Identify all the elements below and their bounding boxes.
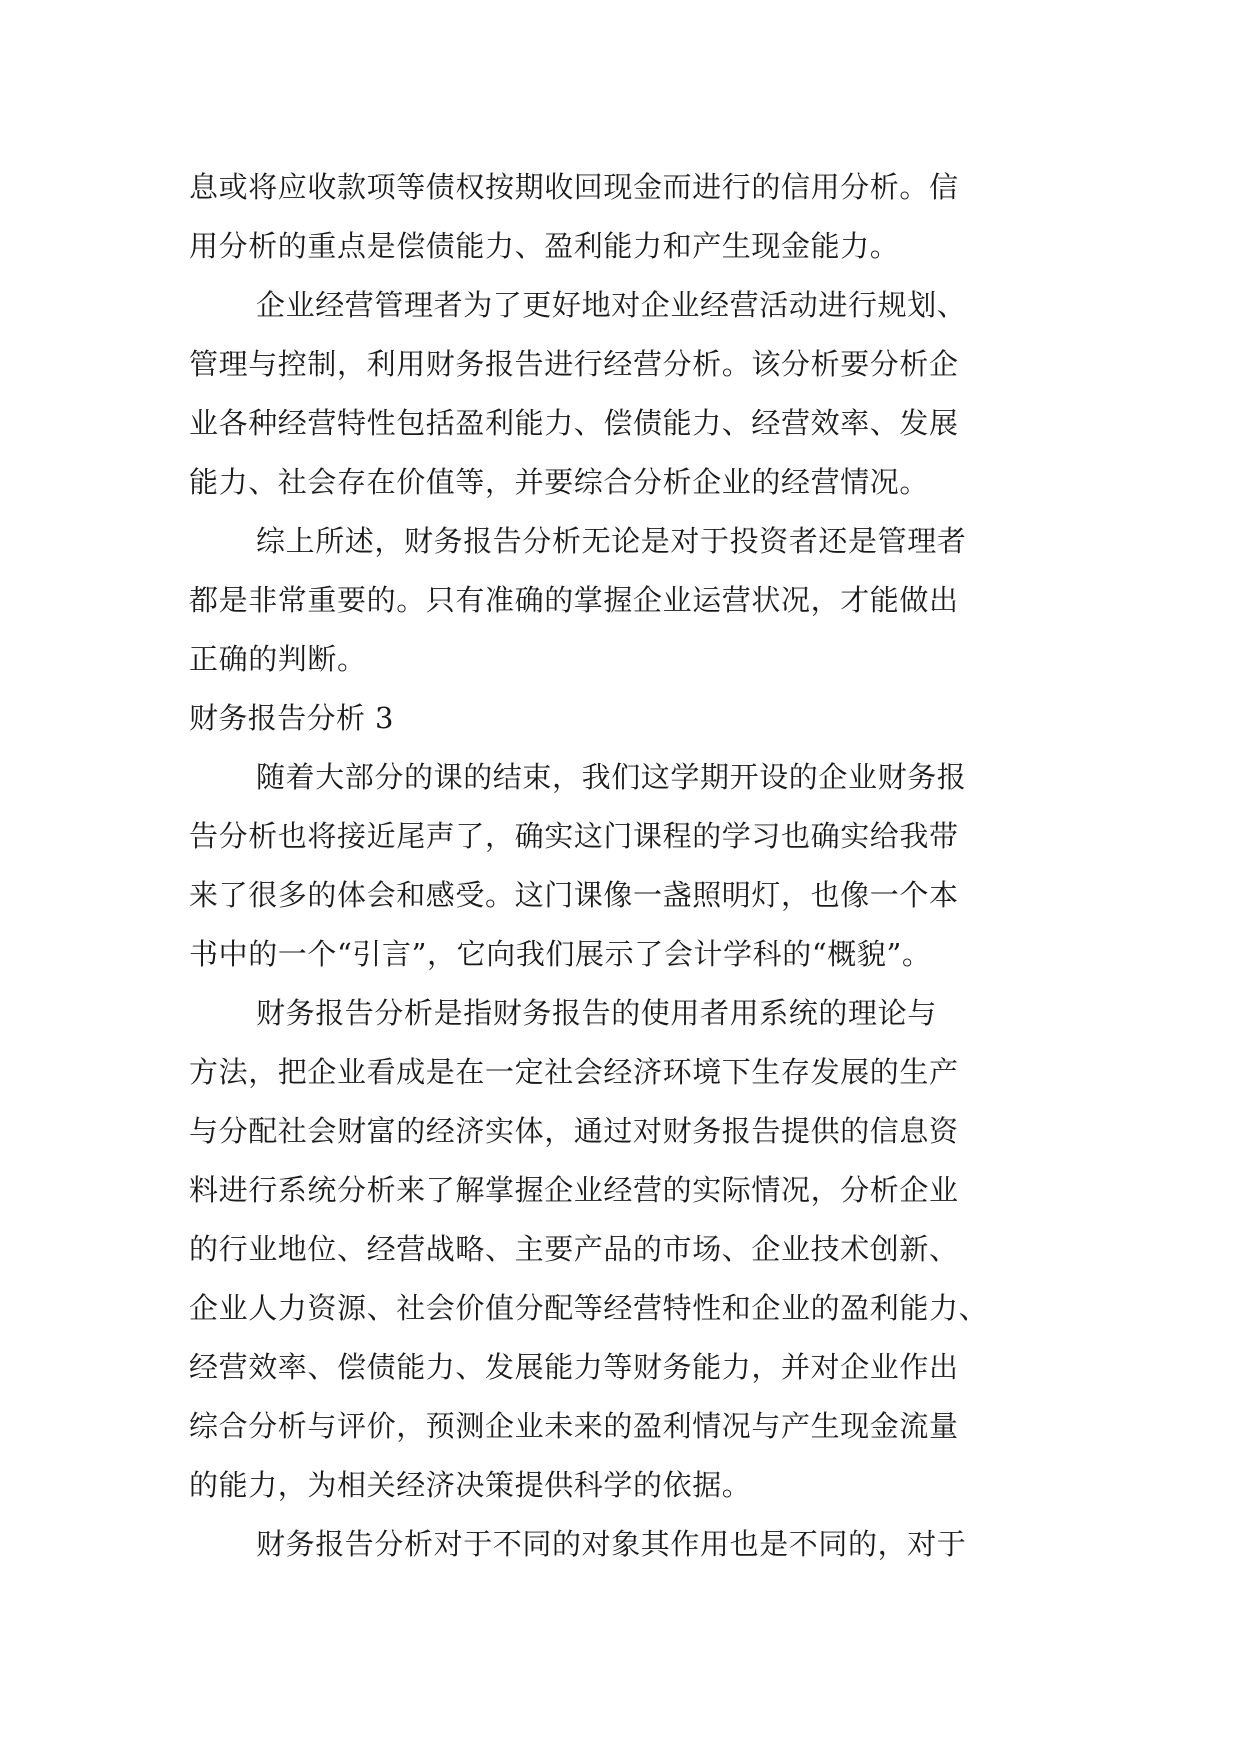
text-line: 综合分析与评价，预测企业未来的盈利情况与产生现金流量 xyxy=(189,1409,959,1443)
text-line: 与分配社会财富的经济实体，通过对财务报告提供的信息资 xyxy=(189,1114,959,1148)
text-line: 能力、社会存在价值等，并要综合分析企业的经营情况。 xyxy=(189,465,930,499)
text-line: 息或将应收款项等债权按期收回现金而进行的信用分析。信 xyxy=(189,170,959,204)
text-line: 经营效率、偿债能力、发展能力等财务能力，并对企业作出 xyxy=(189,1350,959,1384)
paragraph-summary xyxy=(189,512,1069,689)
section-heading-text: 财务报告分析 3 xyxy=(189,701,394,735)
paragraph-credit-analysis xyxy=(189,158,1069,276)
text-line: 财务报告分析对于不同的对象其作用也是不同的，对于 xyxy=(256,1527,967,1561)
text-line: 方法，把企业看成是在一定社会经济环境下生存发展的生产 xyxy=(189,1055,959,1089)
text-line: 用分析的重点是偿债能力、盈利能力和产生现金能力。 xyxy=(189,229,900,263)
text-line: 业各种经营特性包括盈利能力、偿债能力、经营效率、发展 xyxy=(189,406,959,440)
document-body xyxy=(189,158,1069,1574)
text-line: 料进行系统分析来了解掌握企业经营的实际情况，分析企业 xyxy=(189,1173,959,1207)
text-line: 告分析也将接近尾声了，确实这门课程的学习也确实给我带 xyxy=(189,819,959,853)
paragraph-role-differences xyxy=(189,1515,1069,1574)
text-line: 正确的判断。 xyxy=(189,642,367,676)
text-line: 的行业地位、经营战略、主要产品的市场、企业技术创新、 xyxy=(189,1232,959,1266)
text-line: 的能力，为相关经济决策提供科学的依据。 xyxy=(189,1468,752,1502)
paragraph-course-intro xyxy=(189,748,1069,984)
text-line: 财务报告分析是指财务报告的使用者用系统的理论与 xyxy=(256,996,937,1030)
paragraph-definition xyxy=(189,984,1069,1515)
paragraph-management-analysis xyxy=(189,276,1069,512)
text-line: 企业人力资源、社会价值分配等经营特性和企业的盈利能力、 xyxy=(189,1291,989,1325)
text-line: 管理与控制，利用财务报告进行经营分析。该分析要分析企 xyxy=(189,347,959,381)
text-line: 综上所述，财务报告分析无论是对于投资者还是管理者 xyxy=(256,524,967,558)
text-line: 书中的一个“引言”，它向我们展示了会计学科的“概貌”。 xyxy=(189,937,932,971)
section-heading xyxy=(189,689,1069,748)
text-line: 来了很多的体会和感受。这门课像一盏照明灯，也像一个本 xyxy=(189,878,959,912)
text-line: 企业经营管理者为了更好地对企业经营活动进行规划、 xyxy=(256,288,967,322)
text-line: 随着大部分的课的结束，我们这学期开设的企业财务报 xyxy=(256,760,967,794)
text-line: 都是非常重要的。只有准确的掌握企业运营状况，才能做出 xyxy=(189,583,959,617)
